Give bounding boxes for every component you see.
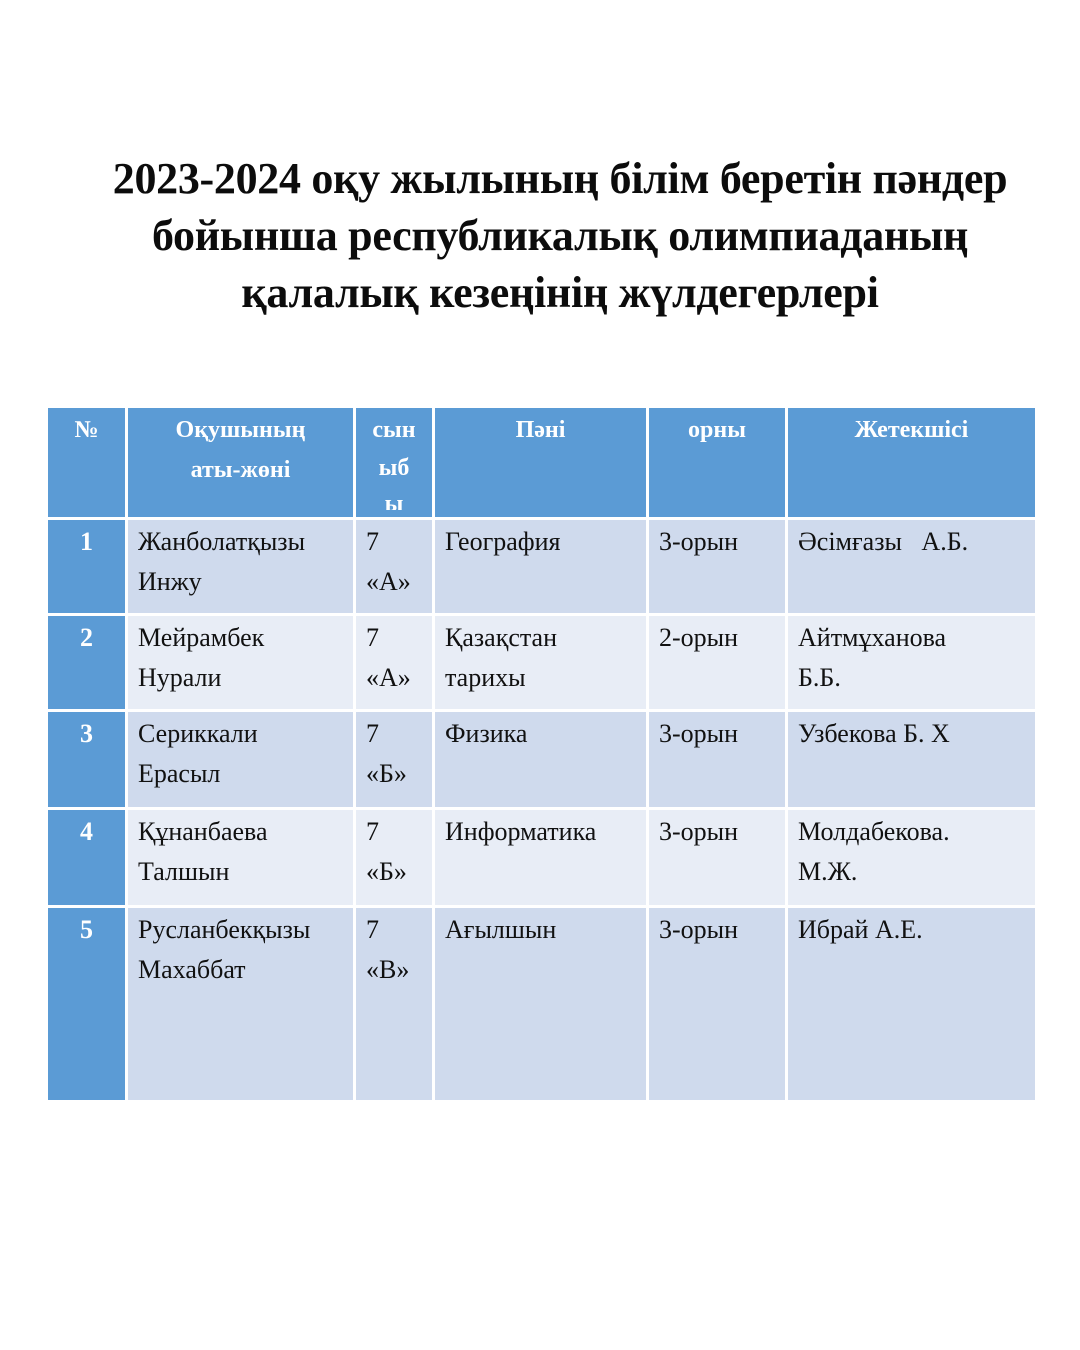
row-num: 5 — [47, 907, 127, 1102]
student-name: Жанболатқызы Инжу — [127, 519, 355, 615]
title-line-3: қалалық кезеңінің жүлдегерлері — [241, 268, 879, 317]
teacher: Әсімғазы А.Б. — [787, 519, 1037, 615]
header-student-name: Оқушының аты-жөні — [127, 407, 355, 519]
student-name: Сериккали Ерасыл — [127, 711, 355, 809]
student-name: Құнанбаева Талшын — [127, 809, 355, 907]
teacher: Айтмұханова Б.Б. — [787, 615, 1037, 711]
row-num: 3 — [47, 711, 127, 809]
student-class: 7 «А» — [355, 615, 434, 711]
subject: Қазақстан тарихы — [434, 615, 648, 711]
teacher: Ибрай А.Е. — [787, 907, 1037, 1102]
winners-table — [45, 405, 1038, 1103]
teacher: Молдабекова. М.Ж. — [787, 809, 1037, 907]
subject: Ағылшын — [434, 907, 648, 1102]
table-row — [47, 809, 1037, 907]
student-class: 7 «Б» — [355, 711, 434, 809]
table-row — [47, 615, 1037, 711]
title-line-1: 2023-2024 оқу жылының білім беретін пәндер — [112, 154, 1008, 203]
header-subject: Пәні — [434, 407, 648, 519]
row-num: 1 — [47, 519, 127, 615]
subject: Информатика — [434, 809, 648, 907]
teacher: Узбекова Б. Х — [787, 711, 1037, 809]
row-num: 2 — [47, 615, 127, 711]
student-class: 7 «В» — [355, 907, 434, 1102]
student-class: 7 «Б» — [355, 809, 434, 907]
student-class: 7 «А» — [355, 519, 434, 615]
table-row — [47, 711, 1037, 809]
table-header-row — [47, 407, 1037, 519]
header-class: сын ыб ы — [355, 407, 434, 519]
place: 3-орын — [648, 907, 787, 1102]
page-title — [20, 150, 1080, 321]
header-num: № — [47, 407, 127, 519]
subject: География — [434, 519, 648, 615]
place: 3-орын — [648, 711, 787, 809]
title-line-2: бойынша республикалық олимпиаданың — [151, 211, 969, 260]
place: 3-орын — [648, 519, 787, 615]
row-num: 4 — [47, 809, 127, 907]
table-row — [47, 519, 1037, 615]
subject: Физика — [434, 711, 648, 809]
student-name: Мейрамбек Нурали — [127, 615, 355, 711]
header-teacher: Жетекшісі — [787, 407, 1037, 519]
table-row — [47, 907, 1037, 1102]
header-place: орны — [648, 407, 787, 519]
place: 2-орын — [648, 615, 787, 711]
student-name: Русланбекқызы Махаббат — [127, 907, 355, 1102]
place: 3-орын — [648, 809, 787, 907]
